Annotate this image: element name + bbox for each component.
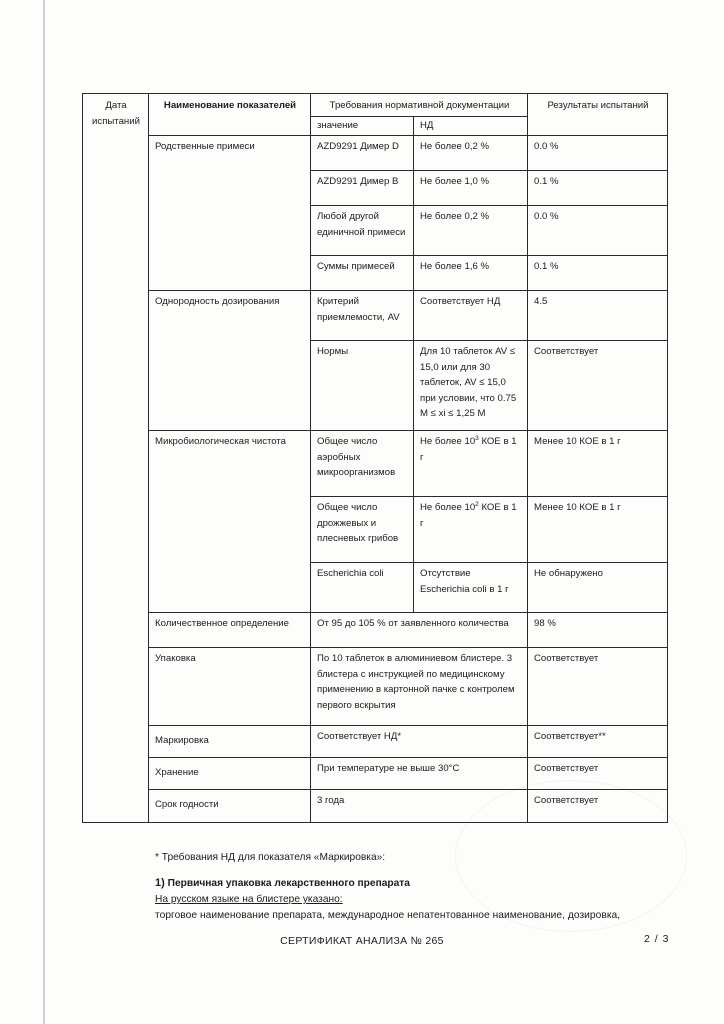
indicator-shelf-life: Срок годности	[149, 790, 311, 823]
cell-nd: Не более 1,0 %	[414, 171, 528, 206]
cell-value: Нормы	[311, 341, 414, 431]
cell-value: Суммы примесей	[311, 256, 414, 291]
analysis-table	[82, 93, 668, 823]
indicator-impurities: Родственные примеси	[149, 136, 311, 291]
table-header-row	[83, 94, 668, 117]
table-row	[83, 613, 668, 648]
header-requirements: Требования нормативной документации	[311, 94, 528, 117]
cell-nd: Не более 1,6 %	[414, 256, 528, 291]
cell-result: 4.5	[528, 291, 668, 341]
cell-nd: Отсутствие Escherichia coli в 1 г	[414, 563, 528, 613]
cell-value: Escherichia coli	[311, 563, 414, 613]
table-row	[83, 136, 668, 171]
footnote-title: * Требования НД для показателя «Маркировка»:	[155, 852, 386, 863]
page-number: 2 / 3	[644, 933, 670, 945]
cell-requirement: 3 года	[311, 790, 528, 823]
header-results: Результаты испытаний	[528, 94, 668, 136]
cell-requirement: Соответствует НД*	[311, 726, 528, 758]
cell-nd: Соответствует НД	[414, 291, 528, 341]
cell-value: AZD9291 Димер B	[311, 171, 414, 206]
cell-result: Не обнаружено	[528, 563, 668, 613]
scan-edge	[43, 0, 45, 1024]
cell-result: 0.1 %	[528, 171, 668, 206]
cell-value: AZD9291 Димер D	[311, 136, 414, 171]
cell-result: 0.0 %	[528, 206, 668, 256]
table-row	[83, 291, 668, 341]
indicator-quantitative: Количественное определение	[149, 613, 311, 648]
footnote	[155, 850, 675, 924]
cell-nd: Не более $10^2$ КОЕ в 1 г	[414, 497, 528, 563]
cell-nd: Не более $10^3$ КОЕ в 1 г	[414, 431, 528, 497]
indicator-micro: Микробиологическая чистота	[149, 431, 311, 613]
indicator-packaging: Упаковка	[149, 648, 311, 726]
indicator-marking: Маркировка	[149, 726, 311, 758]
cell-result: 98 %	[528, 613, 668, 648]
table-row	[83, 758, 668, 790]
cell-result: Соответствует**	[528, 726, 668, 758]
cell-requirement: От 95 до 105 % от заявленного количества	[311, 613, 528, 648]
cell-nd: Не более 0,2 %	[414, 136, 528, 171]
cell-value: Критерий приемлемости, AV	[311, 291, 414, 341]
indicator-uniformity: Однородность дозирования	[149, 291, 311, 431]
cell-nd: Для 10 таблеток AV ≤ 15,0 или для 30 таблеток, AV ≤ 15,0 при условии, что 0.75 M ≤ xi ≤ 1,25 M	[414, 341, 528, 431]
subheader-value: значение	[311, 117, 414, 136]
cell-result: Соответствует	[528, 341, 668, 431]
cell-result: Соответствует	[528, 758, 668, 790]
cell-value: Любой другой единичной примеси	[311, 206, 414, 256]
cell-result: Менее 10 КОЕ в 1 г	[528, 431, 668, 497]
cell-nd: Не более 0,2 %	[414, 206, 528, 256]
table-row	[83, 648, 668, 726]
cell-result: Менее 10 КОЕ в 1 г	[528, 497, 668, 563]
cell-result: 0.0 %	[528, 136, 668, 171]
cell-value: Общее число аэробных микроорганизмов	[311, 431, 414, 497]
cell-requirement: По 10 таблеток в алюминиевом блистере. 3 блистера с инструкцией по медицинскому применению в картонной пачке с контролем первого вскрытия	[311, 648, 528, 726]
footnote-blister-heading: На русском языке на блистере указано:	[155, 894, 343, 905]
subheader-nd: НД	[414, 117, 528, 136]
cell-value: Общее число дрожжевых и плесневых грибов	[311, 497, 414, 563]
table-row	[83, 726, 668, 758]
cell-requirement: При температуре не выше 30°C	[311, 758, 528, 790]
footnote-text: торговое наименование препарата, международное непатентованное наименование, дозировка,	[155, 910, 621, 921]
table-row	[83, 431, 668, 497]
cell-result: Соответствует	[528, 790, 668, 823]
header-indicator: Наименование показателей	[149, 94, 311, 136]
cell-result: 0.1 %	[528, 256, 668, 291]
footnote-pack-heading: 1) Первичная упаковка лекарственного препарата	[155, 877, 410, 889]
table-row	[83, 790, 668, 823]
header-date: Дата испытаний	[83, 94, 149, 823]
certificate-number: СЕРТИФИКАТ АНАЛИЗА № 265	[280, 935, 444, 947]
cell-result: Соответствует	[528, 648, 668, 726]
indicator-storage: Хранение	[149, 758, 311, 790]
